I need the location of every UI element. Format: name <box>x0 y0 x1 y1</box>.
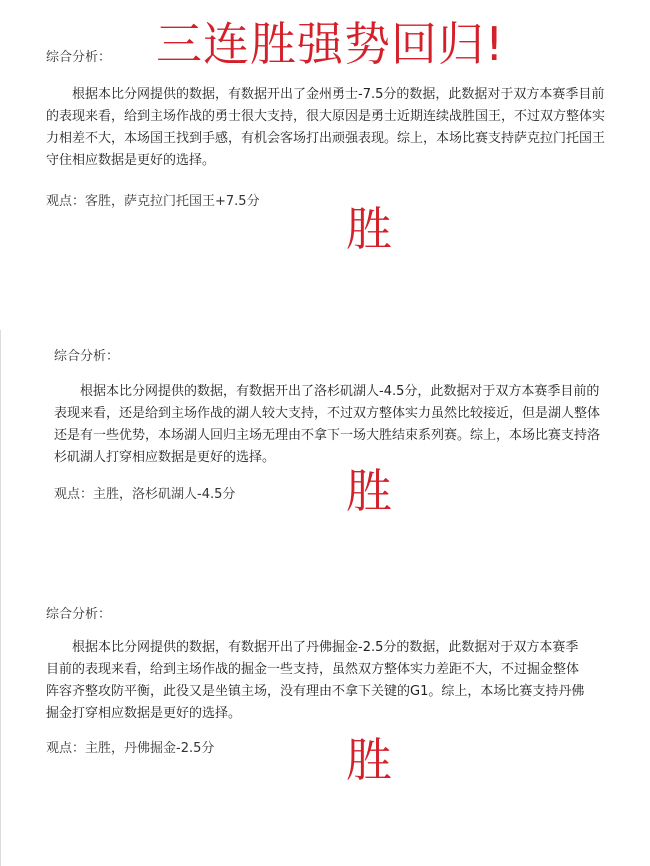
viewpoint-text: 观点：客胜，萨克拉门托国王+7.5分 <box>46 194 260 209</box>
viewpoint-text: 观点：主胜，洛杉矶湖人-4.5分 <box>54 487 236 502</box>
section-label: 综合分析： <box>46 50 112 65</box>
analysis-paragraph: 根据本比分网提供的数据，有数据开出了丹佛掘金-2.5分的数据，此数据对于双方本赛季目前的表现来看，给到主场作战的掘金一些支持，虽然双方整体实力差距不大，不过掘金整体阵容齐整攻防平衡，此役又是坐镇主场，没有理由不拿下关键的G1。综上，本场比赛支持丹佛掘金打穿相应数据是更好的选择。 <box>46 640 585 721</box>
section-label: 综合分析： <box>54 349 120 364</box>
result-mark: 胜 <box>346 202 392 256</box>
analysis-paragraph: 根据本比分网提供的数据，有数据开出了金州勇士-7.5分的数据，此数据对于双方本赛季目前的表现来看，给到主场作战的勇士很大支持，很大原因是勇士近期连续战胜国王，不过双方整体实力相差不大，本场国王找到手感，有机会客场打出顽强表现。综上，本场比赛支持萨克拉门托国王守住相应数据是更好的选择。 <box>46 87 606 168</box>
viewpoint-text: 观点：主胜，丹佛掘金-2.5分 <box>46 741 215 756</box>
result-mark: 胜 <box>346 464 392 518</box>
page-edge-line <box>0 330 1 866</box>
headline: 三连胜强势回归! <box>156 17 505 71</box>
section-label: 综合分析： <box>46 607 112 622</box>
analysis-paragraph: 根据本比分网提供的数据，有数据开出了洛杉矶湖人-4.5分，此数据对于双方本赛季目前的表现来看，还是给到主场作战的湖人较大支持，不过双方整体实力虽然比较接近，但是湖人整体还是有一些优势，本场湖人回归主场无理由不拿下一场大胜结束系列赛。综上，本场比赛支持洛杉矶湖人打穿相应数据是更好的选择。 <box>54 384 601 465</box>
result-mark: 胜 <box>346 733 392 787</box>
